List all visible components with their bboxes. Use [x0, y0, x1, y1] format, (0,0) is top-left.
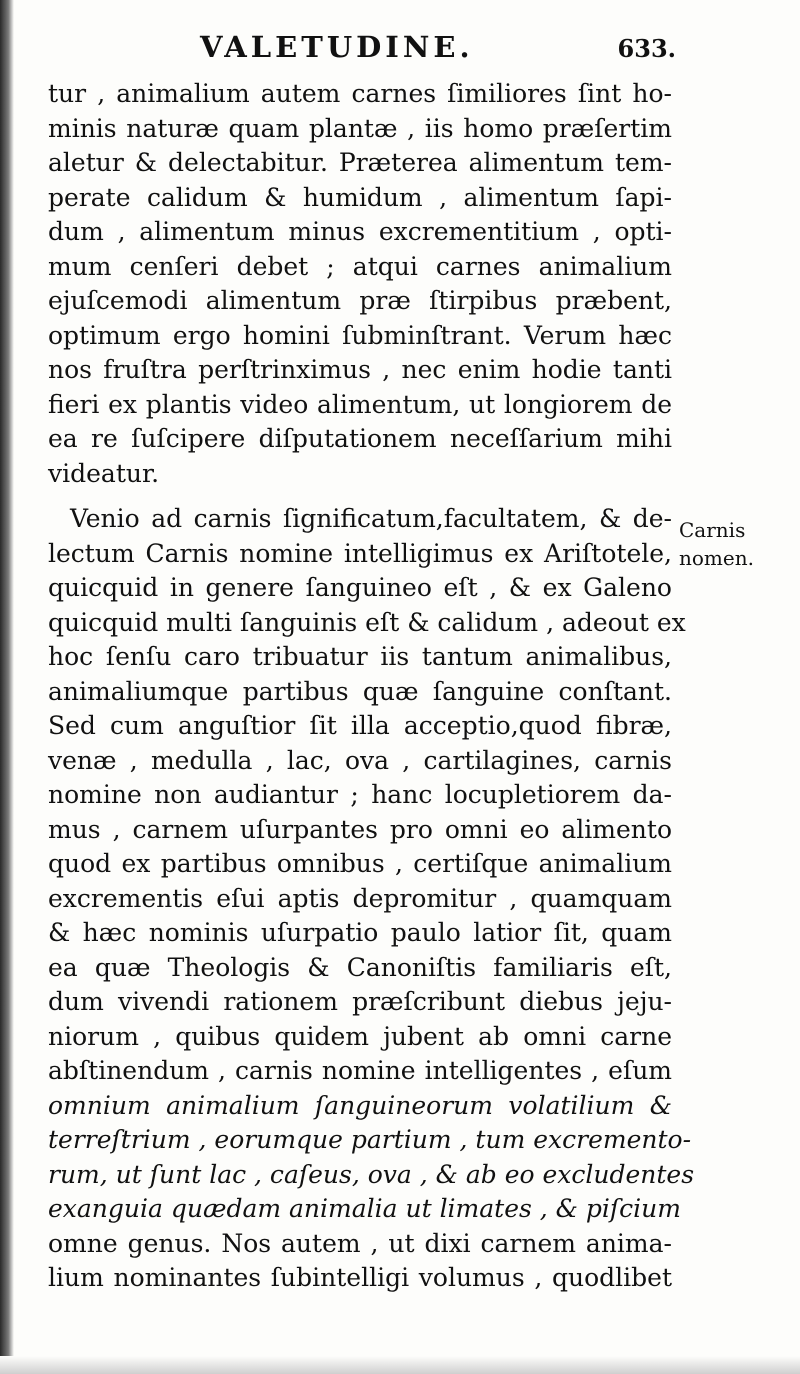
body-text: [48, 77, 695, 1296]
marginal-note-line: nomen.: [679, 546, 754, 570]
text-line: ea re ſuſcipere diſputationem neceſſarium mihi: [48, 424, 672, 453]
text-line: nomine non audiantur ; hanc locupletiorem da-: [48, 780, 672, 809]
text-line: ejuſcemodi alimentum præ ſtirpibus præbent,: [48, 286, 672, 315]
text-line: rum, ut ſunt lac , caſeus, ova , & ab eo excludentes: [48, 1159, 695, 1189]
text-line: tur , animalium autem carnes ſimiliores ſint ho-: [48, 79, 672, 108]
paragraph-gap: [48, 491, 672, 502]
text-line: Venio ad carnis ſignificatum,facultatem, & de-: [70, 504, 672, 533]
text-line: nos fruſtra perſtrinximus , nec enim hodie tanti: [48, 355, 672, 384]
text-line: omnium animalium ſanguineorum volatilium &: [48, 1090, 672, 1120]
text-line: lium nominantes ſubintelligi volumus , quodlibet: [48, 1263, 672, 1292]
text-line: venæ , medulla , lac, ova , cartilagines, carnis: [48, 745, 672, 775]
text-line: hoc ſenſu caro tribuatur iis tantum animalibus,: [48, 642, 672, 671]
text-line: animaliumque partibus quæ ſanguine conſtant.: [48, 676, 672, 706]
page-header: [200, 30, 680, 74]
text-line: quod ex partibus omnibus , certiſque animalium: [48, 849, 672, 878]
page-bottom-shadow: [0, 1356, 800, 1374]
paragraph-1: [48, 77, 672, 491]
text-line: niorum , quibus quidem jubent ab omni carne: [48, 1021, 672, 1051]
text-line: mum cenſeri debet ; atqui carnes animalium: [48, 251, 672, 281]
text-line: abſtinendum , carnis nomine intelligentes , eſum: [48, 1056, 672, 1085]
text-line: dum , alimentum minus excrementitium , opti-: [48, 217, 672, 246]
text-line: minis naturæ quam plantæ , iis homo præſertim: [48, 113, 672, 143]
text-line: Sed cum anguſtior ſit illa acceptio,quod fibræ,: [48, 711, 672, 740]
marginal-note-line: Carnis: [679, 518, 746, 542]
text-line: mus , carnem uſurpantes pro omni eo alimento: [48, 814, 672, 844]
text-line: & hæc nominis uſurpatio paulo latior ſit, quam: [48, 918, 672, 947]
text-line: optimum ergo homini ſubminſtrant. Verum hæc: [48, 320, 672, 350]
text-line: fieri ex plantis video alimentum, ut longiorem de: [48, 389, 672, 419]
text-line: quicquid multi ſanguinis eſt & calidum , adeout ex: [48, 607, 686, 637]
text-line: exanguia quædam animalia ut limates , & piſcium: [48, 1194, 681, 1223]
text-line: dum vivendi rationem præſcribunt diebus jeju-: [48, 987, 672, 1016]
page-gutter-shadow: [0, 0, 14, 1374]
marginal-note: [679, 516, 794, 572]
text-line: perate calidum & humidum , alimentum ſapi-: [48, 182, 672, 212]
text-line: aletur & delectabitur. Præterea alimentum tem-: [48, 148, 672, 177]
text-line: videatur.: [48, 458, 160, 488]
text-line: omne genus. Nos autem , ut dixi carnem anima-: [48, 1228, 672, 1258]
text-line: ea quæ Theologis & Canoniſtis familiaris eſt,: [48, 952, 672, 982]
text-line: excrementis eſui aptis depromitur , quamquam: [48, 883, 672, 913]
page-number: 633.: [617, 34, 676, 63]
text-line: terreſtrium , eorumque partium , tum excremento-: [48, 1125, 692, 1154]
text-line: lectum Carnis nomine intelligimus ex Ariſtotele,: [48, 538, 672, 568]
running-title: VALETUDINE.: [200, 30, 474, 64]
paragraph-2: [48, 502, 695, 1296]
text-line: quicquid in genere ſanguineo eſt , & ex Galeno: [48, 573, 672, 602]
